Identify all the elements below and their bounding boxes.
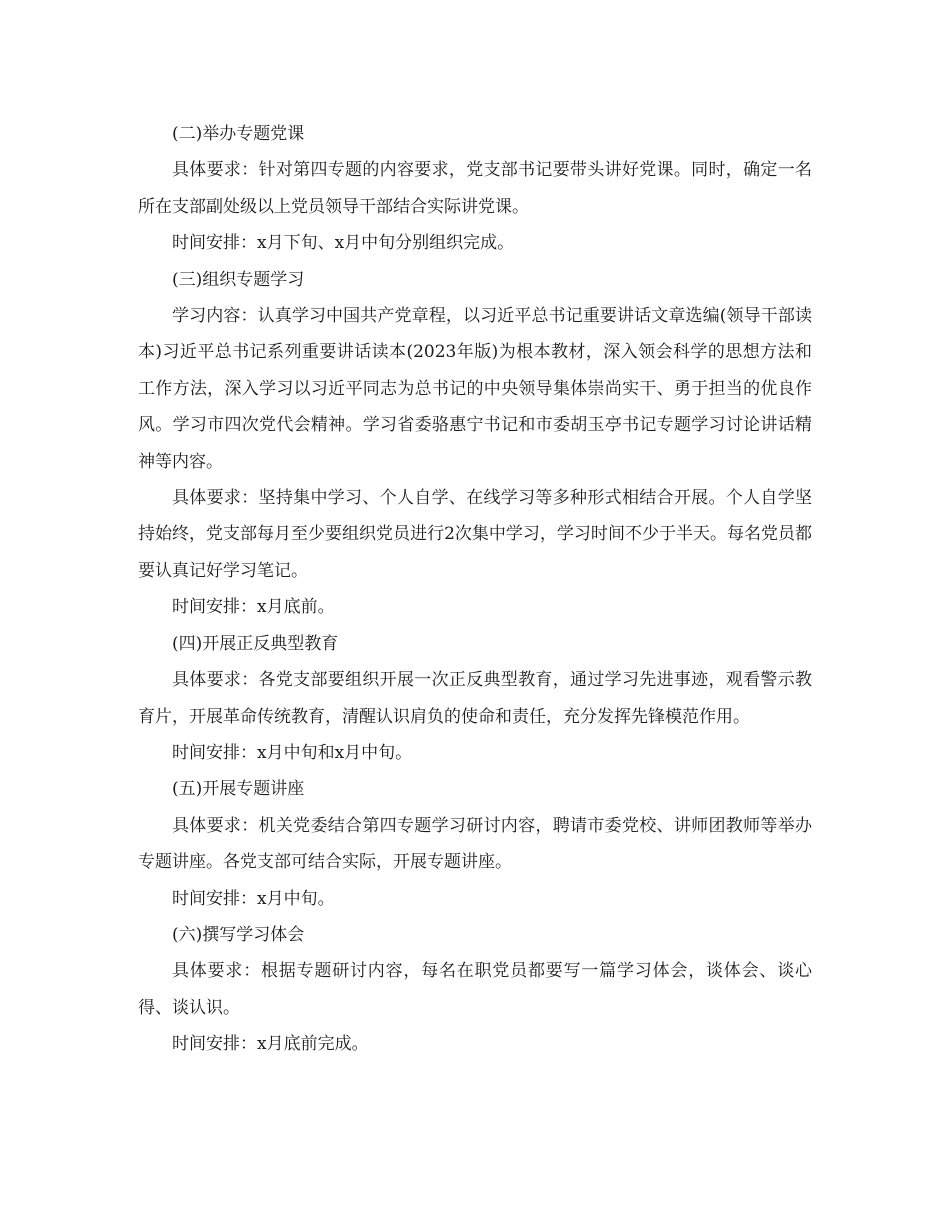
paragraph-schedule: 时间安排：x月底前完成。 <box>172 1034 369 1055</box>
paragraph-requirement: 具体要求：针对第四专题的内容要求，党支部书记要带头讲好党课。同时，确定一名所在支部副处级以上党员领导干部结合实际讲党课。 <box>138 160 812 217</box>
paragraph-requirement: 具体要求：根据专题研讨内容，每名在职党员都要写一篇学习体会，谈体会、谈心得、谈认识。 <box>138 961 812 1018</box>
paragraph-requirement: 具体要求：各党支部要组织开展一次正反典型教育，通过学习先进事迹，观看警示教育片，开展革命传统教育，清醒认识肩负的使命和责任，充分发挥先锋模范作用。 <box>138 670 812 727</box>
paragraph-schedule: 时间安排：x月下旬、x月中旬分别组织完成。 <box>172 233 515 254</box>
paragraph-schedule: 时间安排：x月中旬。 <box>172 888 335 909</box>
paragraph-schedule: 时间安排：x月中旬和x月中旬。 <box>172 742 413 763</box>
paragraph-schedule: 时间安排：x月底前。 <box>172 597 335 618</box>
paragraph-requirement: 具体要求：坚持集中学习、个人自学、在线学习等多种形式相结合开展。个人自学坚持始终，党支部每月至少要组织党员进行2次集中学习，学习时间不少于半天。每名党员都要认真记好学习笔记。 <box>138 488 812 581</box>
document-body <box>138 116 812 1063</box>
paragraph-study-content: 学习内容：认真学习中国共产党章程，以习近平总书记重要讲话文章选编(领导干部读本)习近平总书记系列重要讲话读本(2023年版)为根本教材，深入领会科学的思想方法和工作方法，深入学习以习近平同志为总书记的中央领导集体崇尚实干、勇于担当的优良作风。学习市四次党代会精神。学习省委骆惠宁书记和市委胡玉亭书记专题学习讨论讲话精神等内容。 <box>138 306 812 472</box>
section-heading-3: (三)组织专题学习 <box>172 269 305 290</box>
paragraph-requirement: 具体要求：机关党委结合第四专题学习研讨内容，聘请市委党校、讲师团教师等举办专题讲座。各党支部可结合实际，开展专题讲座。 <box>138 815 812 873</box>
section-heading-6: (六)撰写学习体会 <box>172 924 305 945</box>
section-heading-5: (五)开展专题讲座 <box>172 779 305 800</box>
section-heading-4: (四)开展正反典型教育 <box>172 633 339 654</box>
section-heading-2: (二)举办专题党课 <box>172 124 305 144</box>
